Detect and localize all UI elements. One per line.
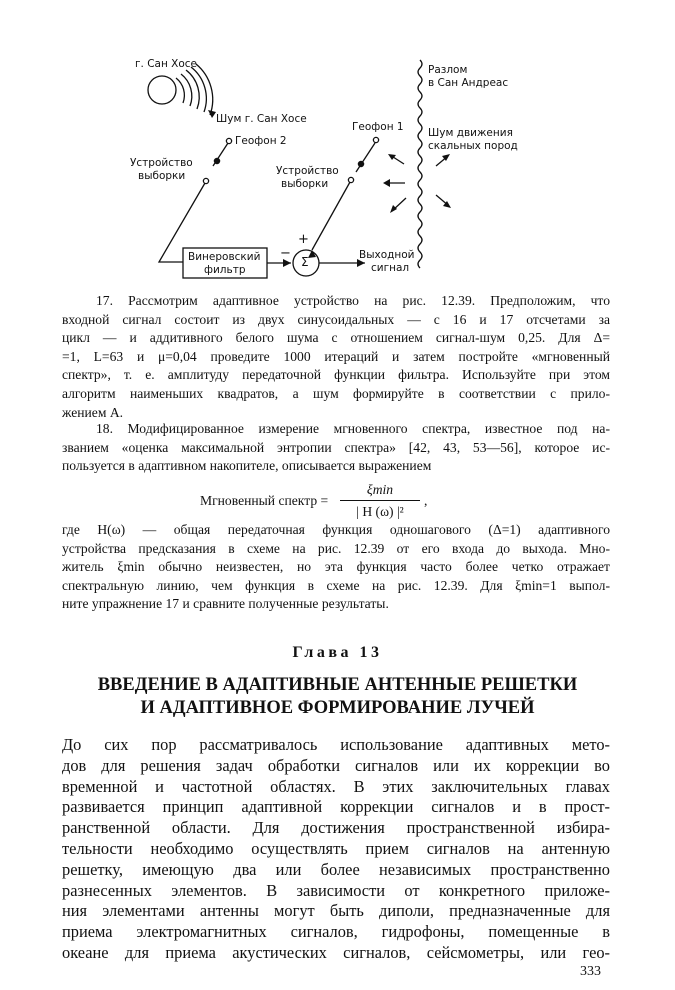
exercise-18-line: пользуется в адаптивном накопителе, описывается выражением bbox=[62, 458, 432, 474]
label-geophone1: Геофон 1 bbox=[352, 121, 404, 133]
formula-fraction-bar bbox=[340, 500, 420, 501]
after-formula-line: ните упражнение 17 и сравните полученные результаты. bbox=[62, 596, 389, 612]
formula-fraction bbox=[340, 481, 420, 521]
exercise-17-line: 17. Рассмотрим адаптивное устройство на рис. 12.39. Предположим, что bbox=[96, 293, 610, 308]
exercise-17-line: входной сигнал состоит из двух синусоидальных — с 16 и 17 отсчетами за bbox=[62, 311, 610, 327]
chapter-title bbox=[0, 674, 675, 720]
label-minus-sign: − bbox=[280, 246, 291, 261]
exercise-17-line: алгоритм наименьших квадратов, а шум формируйте в соответствии с прило- bbox=[62, 385, 610, 401]
label-plus-sign: + bbox=[298, 232, 309, 247]
body-line: До сих пор рассматривалось использование адаптивных мето- bbox=[62, 735, 610, 754]
body-line: развивается принцип адаптивной коррекции сигналов и в прост- bbox=[62, 797, 610, 817]
exercise-18-line: 18. Модифицированное измерение мгновенного спектра, известное под на- bbox=[96, 421, 610, 436]
label-san-jose: г. Сан Хосе bbox=[135, 58, 198, 70]
after-formula-text bbox=[62, 521, 610, 614]
body-line: временной и частотной областях. В этих заключительных главах bbox=[62, 776, 610, 796]
label-output-2: сигнал bbox=[371, 262, 410, 274]
label-wiener-2: фильтр bbox=[204, 264, 246, 276]
exercise-17-line: =1, L=63 и μ=0,04 проведите 1000 итераций и затем постройте «мгновенный bbox=[62, 348, 610, 364]
label-sampler-right-2: выборки bbox=[281, 178, 329, 190]
chapter-number: Глава 13 bbox=[292, 644, 383, 661]
label-wiener-1: Винеровский bbox=[188, 251, 261, 263]
san-andreas-fault-line bbox=[418, 60, 422, 268]
label-fault-2: в Сан Андреас bbox=[428, 77, 509, 89]
label-sigma: Σ bbox=[301, 255, 309, 269]
geophone2-terminal bbox=[226, 138, 231, 143]
body-line: разнесенных элементов. В зависимости от конкретного приложе- bbox=[62, 880, 610, 900]
switch-pivot-left bbox=[214, 158, 219, 163]
noise-arc-2 bbox=[181, 74, 192, 106]
geophone1-terminal bbox=[373, 137, 378, 142]
san-jose-circle bbox=[148, 76, 176, 104]
label-sampler-right-1: Устройство bbox=[276, 165, 339, 177]
chapter-title-line-1: ВВЕДЕНИЕ В АДАПТИВНЫЕ АНТЕННЫЕ РЕШЕТКИ bbox=[97, 675, 578, 695]
label-rock-noise-1: Шум движения bbox=[428, 127, 513, 139]
label-rock-noise-2: скальных пород bbox=[428, 140, 518, 152]
body-line: ния элементами антенны могут быть диполи, предназначенные для bbox=[62, 901, 610, 921]
body-line: приема электромагнитных сигналов, гидрофоны, помещенные в bbox=[62, 922, 610, 942]
label-sampler-left-2: выборки bbox=[138, 170, 186, 182]
noise-arrowhead bbox=[208, 110, 216, 118]
sampler-right-terminal bbox=[348, 177, 353, 182]
body-line: океане для приема акустических сигналов, сейсмометры, или гео- bbox=[62, 942, 610, 962]
body-line: дов для решения задач обработки сигналов или их коррекции во bbox=[62, 755, 610, 775]
rock-arrowhead-3 bbox=[390, 205, 397, 213]
switch-pivot-right bbox=[358, 161, 363, 166]
exercise-17-line: жением А. bbox=[62, 404, 124, 420]
body-line: тельности необходимо осуществлять прием сигналов на антенную bbox=[62, 838, 610, 858]
after-formula-line: где H(ω) — общая передаточная функция одношагового (Δ=1) адаптивного bbox=[62, 522, 610, 537]
formula-lhs: Мгновенный спектр = bbox=[200, 493, 329, 508]
after-formula-line: житель ξmin обычно неизвестен, но эта функция часто более четко отражает bbox=[62, 559, 610, 575]
label-noise-san-jose: Шум г. Сан Хосе bbox=[216, 113, 307, 125]
label-geophone2: Геофон 2 bbox=[235, 135, 287, 147]
figure-adaptive-noise-canceller bbox=[0, 0, 675, 290]
formula-denominator: | H (ω) |² bbox=[356, 504, 404, 519]
exercise-18 bbox=[62, 420, 610, 476]
wire-right-to-sum bbox=[312, 182, 350, 250]
exercise-17 bbox=[62, 292, 610, 422]
exercise-18-line: званием «оценка максимальной энтропии спектра» [42, 43, 53—56], которое ис- bbox=[62, 439, 610, 455]
body-line: решетку, имеющую два или более независимых пространственно bbox=[62, 859, 610, 879]
figure-diagram bbox=[0, 0, 675, 290]
rock-arrowhead-1 bbox=[388, 154, 396, 160]
formula-comma: , bbox=[424, 493, 428, 508]
formula-numerator: ξmin bbox=[366, 482, 394, 497]
rock-arrowhead-2 bbox=[383, 179, 390, 187]
noise-arc-3 bbox=[186, 70, 199, 109]
after-formula-line: спектральную линию, чем функция в схеме на рис. 12.39. Для ξmin=1 выпол- bbox=[62, 577, 610, 593]
exercise-17-line: спектр», т. е. амплитуду передаточной функции фильтра. Используйте при этом bbox=[62, 367, 610, 383]
noise-arc-1 bbox=[176, 78, 184, 103]
exercise-17-line: цикл — и аддитивного белого шума с отношением сигнал-шум 0,25. Для Δ= bbox=[62, 330, 610, 346]
chapter-body-paragraph bbox=[62, 735, 610, 964]
after-formula-line: устройства предсказания в схеме на рис. 12.39 от его входа до выхода. Мно- bbox=[62, 540, 610, 556]
chapter-title-line-2: И АДАПТИВНОЕ ФОРМИРОВАНИЕ ЛУЧЕЙ bbox=[140, 698, 535, 718]
body-line: ранственной области. Для достижения пространственной избира- bbox=[62, 818, 610, 838]
label-sampler-left-1: Устройство bbox=[130, 157, 193, 169]
switch-arm-right bbox=[356, 143, 375, 172]
label-fault-1: Разлом bbox=[428, 64, 468, 76]
sampler-left-terminal bbox=[203, 178, 208, 183]
label-output-1: Выходной bbox=[359, 249, 415, 261]
page-number: 333 bbox=[580, 964, 601, 979]
